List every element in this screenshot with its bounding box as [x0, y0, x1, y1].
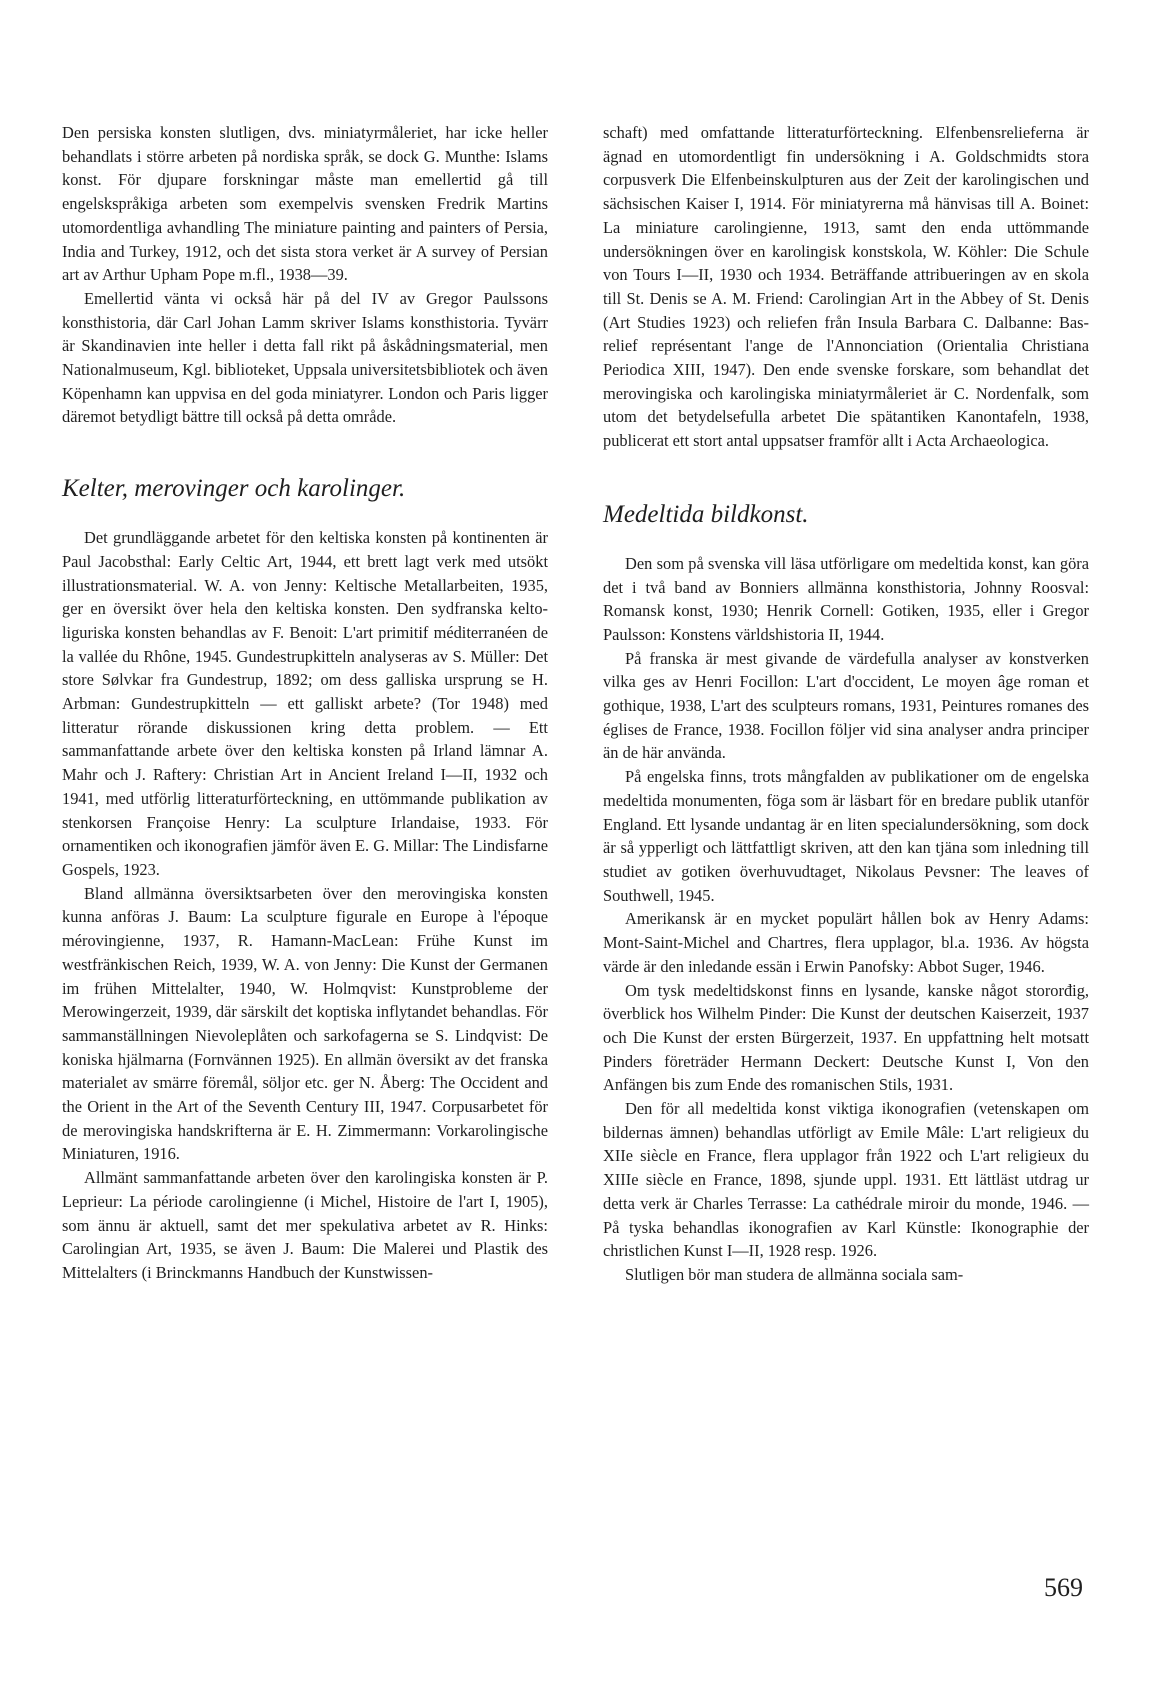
- page-number: 569: [1044, 1573, 1083, 1602]
- body-paragraph: schaft) med omfattande litteraturförteckning. Elfenbensrelieferna är ägnad en utomordentligt fin undersökning i A. Goldschmidts stora corpusverk Die Elfenbeinskulpturen aus der Zeit der karolingischen und sächsischen Kaiser I, 1914. För miniatyrerna må hänvisas till A. Boinet: La miniature carolingienne, 1913, samt den enda uttömmande undersökningen över en karolingisk konstskola, W. Köhler: Die Schule von Tours I—II, 1930 och 1934. Beträffande attribueringen av en skola till St. Denis se A. M. Friend: Carolingian Art in the Abbey of St. Denis (Art Studies 1923) och reliefen från Insula Barbara C. Dalbanne: Bas-relief représentant l'ange de l'Annonciation (Orientalia Christiana Periodica XIII, 1947). Den ende svenske forskare, som behandlat det merovingiska och karolingiska miniatyrmåleriet är C. Nordenfalk, som utom det betydelsefulla arbetet Die spätantiken Kanontafeln, 1938, publicerat ett stort antal uppsatser framför allt i Acta Archaeologica.: [603, 123, 1089, 451]
- body-paragraph: Slutligen bör man studera de allmänna sociala sam-: [625, 1264, 964, 1284]
- body-paragraph: Allmänt sammanfattande arbeten över den karolingiska konsten är P. Leprieur: La période carolingienne (i Michel, Histoire de l'art I, 1905), som ännu är aktuell, samt det mer spekulativa arbetet av R. Hinks: Carolingian Art, 1935, se även J. Baum: Die Malerei und Plastik des Mittelalters (i Brinckmanns Handbuch der Kunstwissen-: [62, 1168, 548, 1282]
- left-column: [62, 121, 548, 1285]
- body-paragraph: Det grundläggande arbetet för den keltiska konsten på kontinenten är Paul Jacobsthal: Early Celtic Art, 1944, ett brett lagt verk med utsökt illustrationsmaterial. W. A. von Jenny: Keltische Metallarbeiten, 1935, ger en översikt över hela den keltiska konsten. Den sydfranska kelto-liguriska konsten behandlas av F. Benoit: L'art primitif méditerranéen de la vallée du Rhône, 1945. Gundestrupkitteln analyseras av S. Müller: Det store Sølvkar fra Gundestrup, 1892; om dess galliska ursprung se H. Arbman: Gundestrupkitteln — ett galliskt arbete? (Tor 1948) med litteratur rörande diskussionen kring detta problem. — Ett sammanfattande arbete över den keltiska konsten på Irland lämnar A. Mahr och J. Raftery: Christian Art in Ancient Ireland I—II, 1932 och 1941, med utförlig litteraturförteckning, en uttömmande publikation av stenkorsen Françoise Henry: La sculpture Irlandaise, 1933. För ornamentiken och ikonografien jämför även E. G. Millar: The Lindisfarne Gospels, 1923.: [62, 528, 548, 879]
- body-paragraph: Den persiska konsten slutligen, dvs. miniatyrmåleriet, har icke heller behandlats i större arbeten på nordiska språk, se dock G. Munthe: Islams konst. För djupare forskningar måste man emellertid gå till engelskspråkiga arbeten som exempelvis svensken Fredrik Martins utomordentliga avhandling The miniature painting and painters of Persia, India and Turkey, 1912, och det sista stora verket är A survey of Persian art av Arthur Upham Pope m.fl., 1938—39.: [62, 123, 548, 285]
- body-paragraph: Den för all medeltida konst viktiga ikonografien (vetenskapen om bildernas ämnen) behandlas utförligt av Emile Mâle: L'art religieux du XIIe siècle en France, flera upplagor från 1922 och L'art religieux du XIIIe siècle en France, 1898, sjunde uppl. 1931. Ett lättläst utdrag ur detta verk är Charles Terrasse: La cathédrale miroir du monde, 1946. — På tyska behandlas ikonografien av Karl Künstle: Ikonographie der christlichen Kunst I—II, 1928 resp. 1926.: [603, 1099, 1089, 1261]
- body-paragraph: Den som på svenska vill läsa utförligare om medeltida konst, kan göra det i två band av Bonniers allmänna konsthistoria, Johnny Roosval: Romansk konst, 1930; Henrik Cornell: Gotiken, 1935, eller i Gregor Paulsson: Konstens världshistoria II, 1944.: [603, 553, 1089, 644]
- body-paragraph: Bland allmänna översiktsarbeten över den merovingiska konsten kunna anföras J. Baum: La sculpture figurale en Europe à l'époque mérovingienne, 1937, R. Hamann-MacLean: Frühe Kunst im westfränkischen Reich, 1939, W. A. von Jenny: Die Kunst der Germanen im frühen Mittelalter, 1940, W. Holmqvist: Kunstprobleme der Merowingerzeit, 1939, där särskilt det koptiska inflytandet behandlas. För sammanställningen Nievoleplåten och sarkofagerna se S. Lindqvist: De koniska hjälmarna (Fornvännen 1925). En allmän översikt av det franska materialet av smärre föremål, söljor etc. ger N. Åberg: The Occident and the Orient in the Art of the Seventh Century III, 1947. Corpusarbetet för de merovingiska handskrifterna är E. H. Zimmermann: Vorkarolingische Miniaturen, 1916.: [62, 883, 548, 1164]
- body-paragraph: Amerikansk är en mycket populärt hållen bok av Henry Adams: Mont-Saint-Michel and Chartres, flera upplagor, bl.a. 1936. Av högsta värde är den inledande essän i Erwin Panofsky: Abbot Suger, 1946.: [603, 909, 1089, 976]
- right-column: [603, 121, 1089, 1287]
- body-paragraph: Om tysk medeltidskonst finns en lysande, kanske något stororđig, överblick hos Wilhelm Pinder: Die Kunst der deutschen Kaiserzeit, 1937 och Die Kunst der ersten Bürgerzeit, 1937. En uppfattning helt motsatt Pinders företräder Hermann Deckert: Deutsche Kunst I, Von den Anfängen bis zum Ende des romanischen Stils, 1931.: [603, 980, 1089, 1095]
- body-paragraph: Emellertid vänta vi också här på del IV av Gregor Paulssons konsthistoria, där Carl Johan Lamm skriver Islams konsthistoria. Tyvärr är Skandinavien inte heller i detta fall rikt på åskådningsmaterial, men Nationalmuseum, Kgl. biblioteket, Uppsala universitetsbibliotek och även Köpenhamn kan uppvisa en del goda miniatyrer. London och Paris ligger däremot betydligt bättre till också på detta område.: [62, 288, 548, 427]
- body-paragraph: På engelska finns, trots mångfalden av publikationer om de engelska medeltida monumenten, föga som är läsbart för en bredare publik utanför England. Ett lysande undantag är en liten specialundersökning, som dock är så ypperligt och lättfattligt skriven, att den kan tjäna som inledning till studiet av gotiken överhuvudtaget, Nikolaus Pevsner: The leaves of Southwell, 1945.: [603, 767, 1089, 905]
- body-paragraph: På franska är mest givande de värdefulla analyser av konstverken vilka ges av Henri Focillon: L'art d'occident, Le moyen âge roman et gothique, 1938, L'art des sculpteurs romans, 1931, Peintures romanes des églises de France, 1938. Focillon följer vid sina analyser andra principer än de här använda.: [603, 648, 1089, 763]
- section-heading: Medeltida bildkonst.: [603, 500, 809, 528]
- section-heading: Kelter, merovinger och karolinger.: [62, 475, 406, 503]
